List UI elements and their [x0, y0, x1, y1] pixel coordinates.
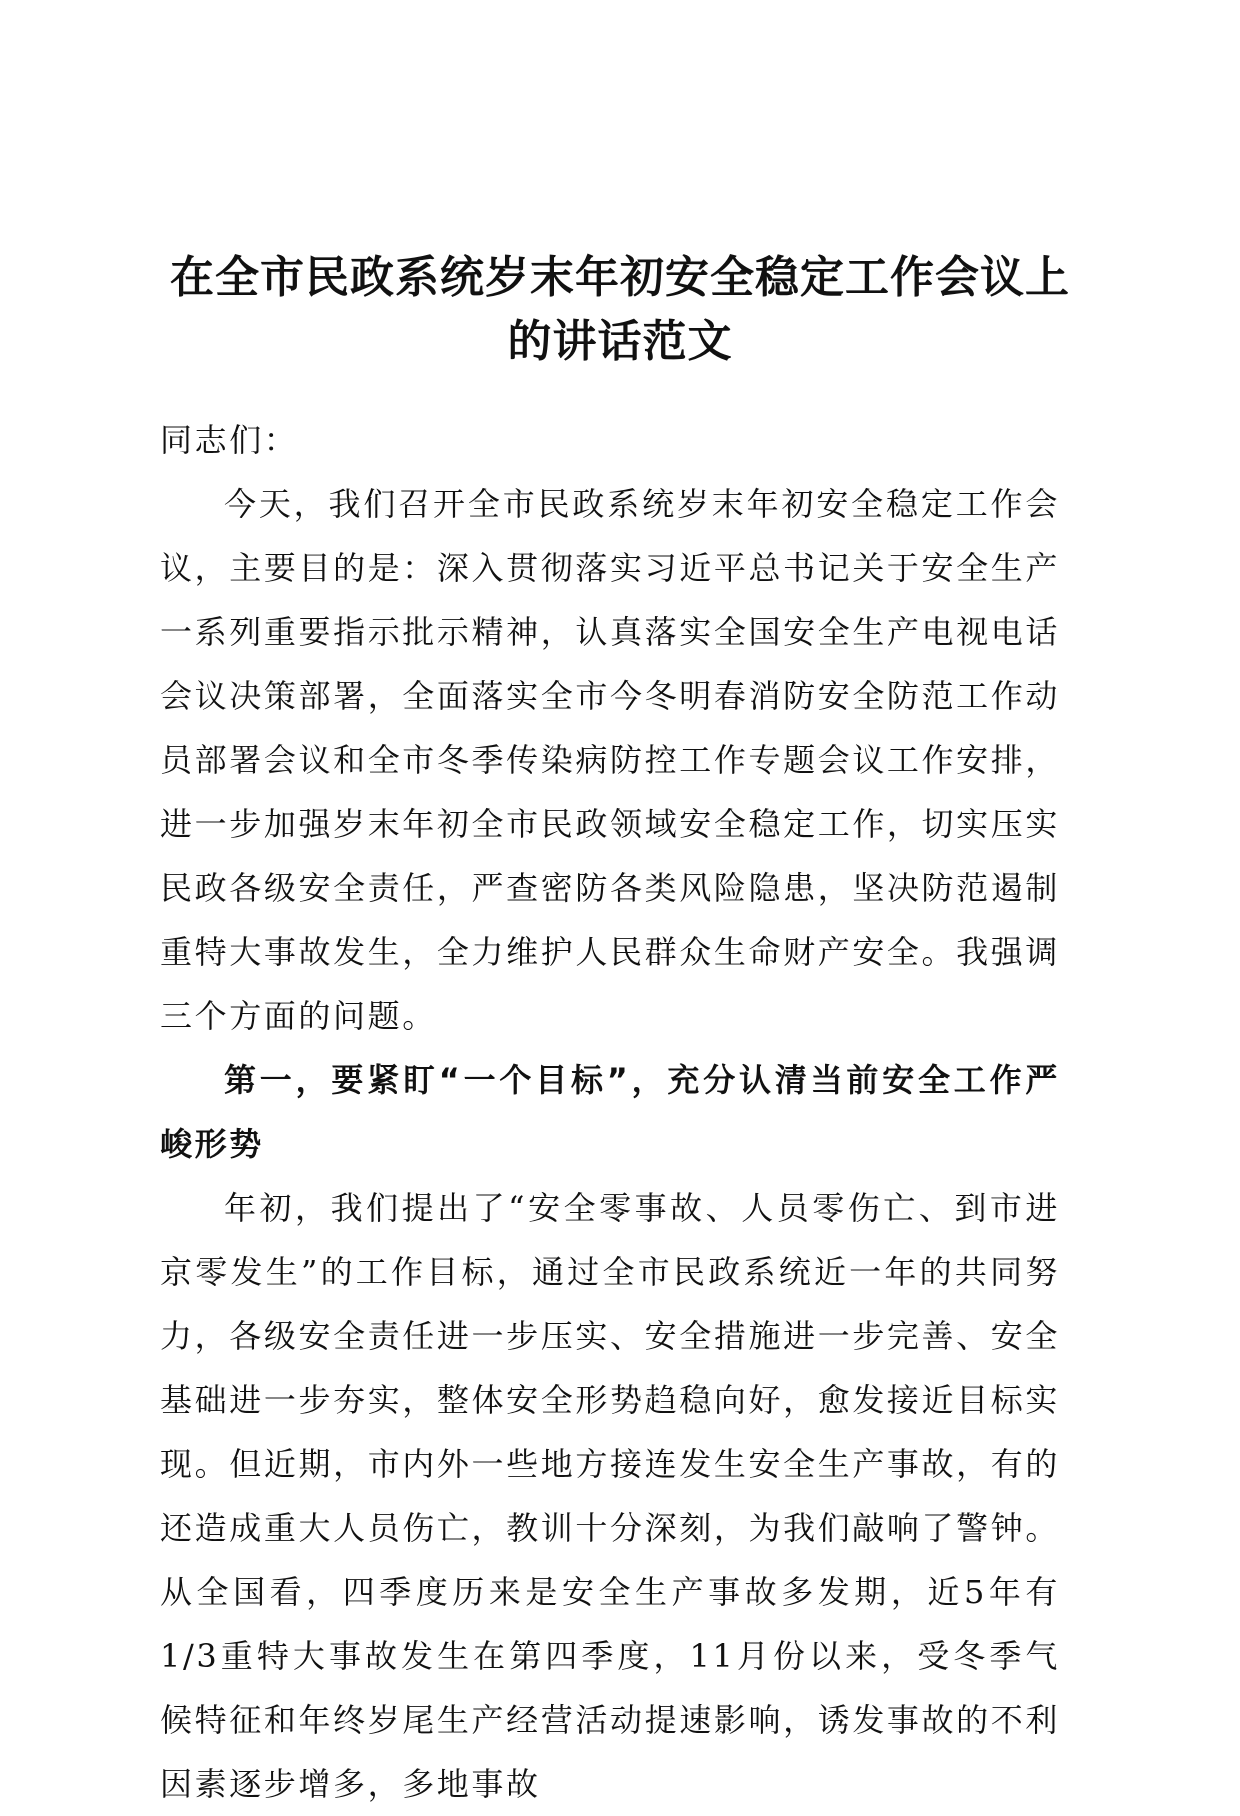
title-line-1: 在全市民政系统岁末年初安全稳定工作会议上 — [170, 252, 1070, 303]
title-line-2: 的讲话范文 — [507, 316, 733, 367]
paragraph-intro: 今天，我们召开全市民政系统岁末年初安全稳定工作会议，主要目的是：深入贯彻落实习近平总书记关于安全生产一系列重要指示批示精神，认真落实全国安全生产电视电话会议决策部署，全面落实全市今冬明春消防安全防范工作动员部署会议和全市冬季传染病防控工作专题会议工作安排，进一步加强岁末年初全市民政领域安全稳定工作，切实压实民政各级安全责任，严查密防各类风险隐患，坚决防范遏制重特大事故发生，全力维护人民群众生命财产安全。我强调三个方面的问题。 — [160, 485, 1060, 1035]
salutation: 同志们： — [160, 421, 299, 459]
paragraph-section-1: 年初，我们提出了“安全零事故、人员零伤亡、到市进京零发生”的工作目标，通过全市民政系统近一年的共同努力，各级安全责任进一步压实、安全措施进一步完善、安全基础进一步夯实，整体安全形势趋稳向好，愈发接近目标实现。但近期，市内外一些地方接连发生安全生产事故，有的还造成重大人员伤亡，教训十分深刻，为我们敲响了警钟。从全国看，四季度历来是安全生产事故多发期，近5年有1/3重特大事故发生在第四季度，11月份以来，受冬季气候特征和年终岁尾生产经营活动提速影响，诱发事故的不利因素逐步增多，多地事故 — [160, 1189, 1060, 1803]
document-title — [140, 246, 1100, 374]
document-body — [160, 408, 1060, 1816]
section-heading-1: 第一，要紧盯“一个目标”，充分认清当前安全工作严峻形势 — [160, 1061, 1060, 1163]
